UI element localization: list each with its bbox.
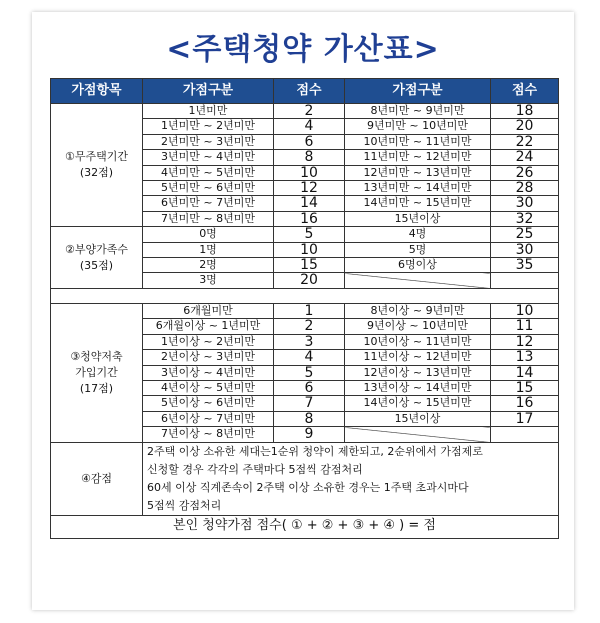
- cell: 8년이상 ~ 9년미만: [345, 303, 491, 318]
- cell: 2: [274, 104, 345, 119]
- cell: 11년미만 ~ 12년미만: [345, 150, 491, 165]
- spacer-section: [51, 288, 559, 303]
- cell: 32: [491, 211, 559, 226]
- cell: 9년이상 ~ 10년미만: [345, 319, 491, 334]
- cell: 7: [274, 396, 345, 411]
- cell: 6개월이상 ~ 1년미만: [143, 319, 274, 334]
- cell: 6년이상 ~ 7년미만: [143, 411, 274, 426]
- cell: 26: [491, 165, 559, 180]
- empty-cell: [491, 427, 559, 442]
- cell: 24: [491, 150, 559, 165]
- cell: 11: [491, 319, 559, 334]
- cell: 13년미만 ~ 14년미만: [345, 181, 491, 196]
- cell: 10: [491, 303, 559, 318]
- header-score-2: 점수: [491, 79, 559, 104]
- cell: 10: [274, 242, 345, 257]
- deduction-line: 5점씩 감점처리: [147, 498, 222, 512]
- cell: 12: [491, 334, 559, 349]
- deduction-section: [51, 442, 559, 538]
- cell: 4: [274, 350, 345, 365]
- savings-label: ③청약저축: [70, 349, 123, 363]
- deduction-label: ④감점: [51, 442, 143, 515]
- cell: 30: [491, 196, 559, 211]
- cell: 12년미만 ~ 13년미만: [345, 165, 491, 180]
- table-row: [51, 303, 559, 318]
- cell: 9년미만 ~ 10년미만: [345, 119, 491, 134]
- dependents-section: [51, 227, 559, 289]
- cell: 4년이상 ~ 5년미만: [143, 380, 274, 395]
- homeless-label-cell: [51, 104, 143, 227]
- cell: 13: [491, 350, 559, 365]
- total-row: [51, 515, 559, 538]
- cell: 4: [274, 119, 345, 134]
- cell: 30: [491, 242, 559, 257]
- cell: 12년이상 ~ 13년미만: [345, 365, 491, 380]
- cell: 35: [491, 258, 559, 273]
- cell: 10: [274, 165, 345, 180]
- cell: 17: [491, 411, 559, 426]
- header-score-1: 점수: [274, 79, 345, 104]
- cell: 9: [274, 427, 345, 442]
- homeless-max: (32점): [79, 166, 114, 180]
- cell: 6: [274, 134, 345, 149]
- cell: 5년미만 ~ 6년미만: [143, 181, 274, 196]
- table-header: [51, 79, 559, 104]
- deduction-line: 60세 이상 직계존속이 2주택 이상 소유한 경우는 1주택 초과시마다: [147, 480, 469, 494]
- dependents-label-cell: [51, 227, 143, 289]
- cell: 22: [491, 134, 559, 149]
- cell: 25: [491, 227, 559, 242]
- savings-max: (17점): [79, 381, 114, 395]
- total-formula: 본인 청약가점 점수( ① + ② + ③ + ④ ) = 점: [51, 515, 559, 538]
- empty-cell: [345, 427, 491, 442]
- cell: 3명: [143, 273, 274, 288]
- homeless-label: ①무주택기간: [65, 150, 128, 164]
- cell: 16: [491, 396, 559, 411]
- cell: 4명: [345, 227, 491, 242]
- document-frame: [32, 12, 574, 610]
- cell: 28: [491, 181, 559, 196]
- spacer-row: [51, 288, 559, 303]
- cell: 15년이상: [345, 211, 491, 226]
- table-row: [51, 227, 559, 242]
- spacer-cell: [51, 288, 559, 303]
- cell: 7년미만 ~ 8년미만: [143, 211, 274, 226]
- cell: 4년미만 ~ 5년미만: [143, 165, 274, 180]
- cell: 0명: [143, 227, 274, 242]
- deduction-line: 2주택 이상 소유한 세대는1순위 청약이 제한되고, 2순위에서 가점제로: [147, 444, 483, 458]
- cell: 8: [274, 150, 345, 165]
- cell: 16: [274, 211, 345, 226]
- empty-cell: [491, 273, 559, 288]
- cell: 5년이상 ~ 6년미만: [143, 396, 274, 411]
- cell: 15: [491, 380, 559, 395]
- cell: 10년이상 ~ 11년미만: [345, 334, 491, 349]
- cell: 8년미만 ~ 9년미만: [345, 104, 491, 119]
- header-category: 가점항목: [51, 79, 143, 104]
- page-title: <주택청약 가산표>: [166, 32, 440, 67]
- cell: 20: [491, 119, 559, 134]
- cell: 15: [274, 258, 345, 273]
- cell: 1명: [143, 242, 274, 257]
- cell: 20: [274, 273, 345, 288]
- cell: 8: [274, 411, 345, 426]
- cell: 3: [274, 334, 345, 349]
- homeless-section: [51, 104, 559, 227]
- cell: 1년미만: [143, 104, 274, 119]
- header-division-1: 가점구분: [143, 79, 274, 104]
- cell: 14년이상 ~ 15년미만: [345, 396, 491, 411]
- cell: 1: [274, 303, 345, 318]
- cell: 5: [274, 227, 345, 242]
- cell: 14: [491, 365, 559, 380]
- cell: 6년미만 ~ 7년미만: [143, 196, 274, 211]
- cell: 5: [274, 365, 345, 380]
- savings-label-cell: [51, 303, 143, 442]
- cell: 2년미만 ~ 3년미만: [143, 134, 274, 149]
- savings-label-2: 가입기간: [75, 365, 118, 379]
- cell: 1년미만 ~ 2년미만: [143, 119, 274, 134]
- deduction-note: [143, 442, 559, 515]
- deduction-line: 신청할 경우 각각의 주택마다 5점씩 감점처리: [147, 462, 363, 476]
- header-division-2: 가점구분: [345, 79, 491, 104]
- cell: 1년이상 ~ 2년미만: [143, 334, 274, 349]
- cell: 12: [274, 181, 345, 196]
- cell: 10년미만 ~ 11년미만: [345, 134, 491, 149]
- cell: 6개월미만: [143, 303, 274, 318]
- cell: 14년미만 ~ 15년미만: [345, 196, 491, 211]
- score-table: [50, 78, 559, 539]
- cell: 5명: [345, 242, 491, 257]
- cell: 15년이상: [345, 411, 491, 426]
- cell: 18: [491, 104, 559, 119]
- table-row: [51, 104, 559, 119]
- cell: 6: [274, 380, 345, 395]
- cell: 3년이상 ~ 4년미만: [143, 365, 274, 380]
- dependents-max: (35점): [79, 258, 114, 272]
- cell: 7년이상 ~ 8년미만: [143, 427, 274, 442]
- cell: 6명이상: [345, 258, 491, 273]
- cell: 13년이상 ~ 14년미만: [345, 380, 491, 395]
- cell: 2명: [143, 258, 274, 273]
- table-row: [51, 442, 559, 515]
- savings-section: [51, 303, 559, 442]
- cell: 14: [274, 196, 345, 211]
- empty-cell: [345, 273, 491, 288]
- cell: 2년이상 ~ 3년미만: [143, 350, 274, 365]
- cell: 3년미만 ~ 4년미만: [143, 150, 274, 165]
- cell: 11년이상 ~ 12년미만: [345, 350, 491, 365]
- cell: 2: [274, 319, 345, 334]
- dependents-label: ②부양가족수: [65, 242, 128, 256]
